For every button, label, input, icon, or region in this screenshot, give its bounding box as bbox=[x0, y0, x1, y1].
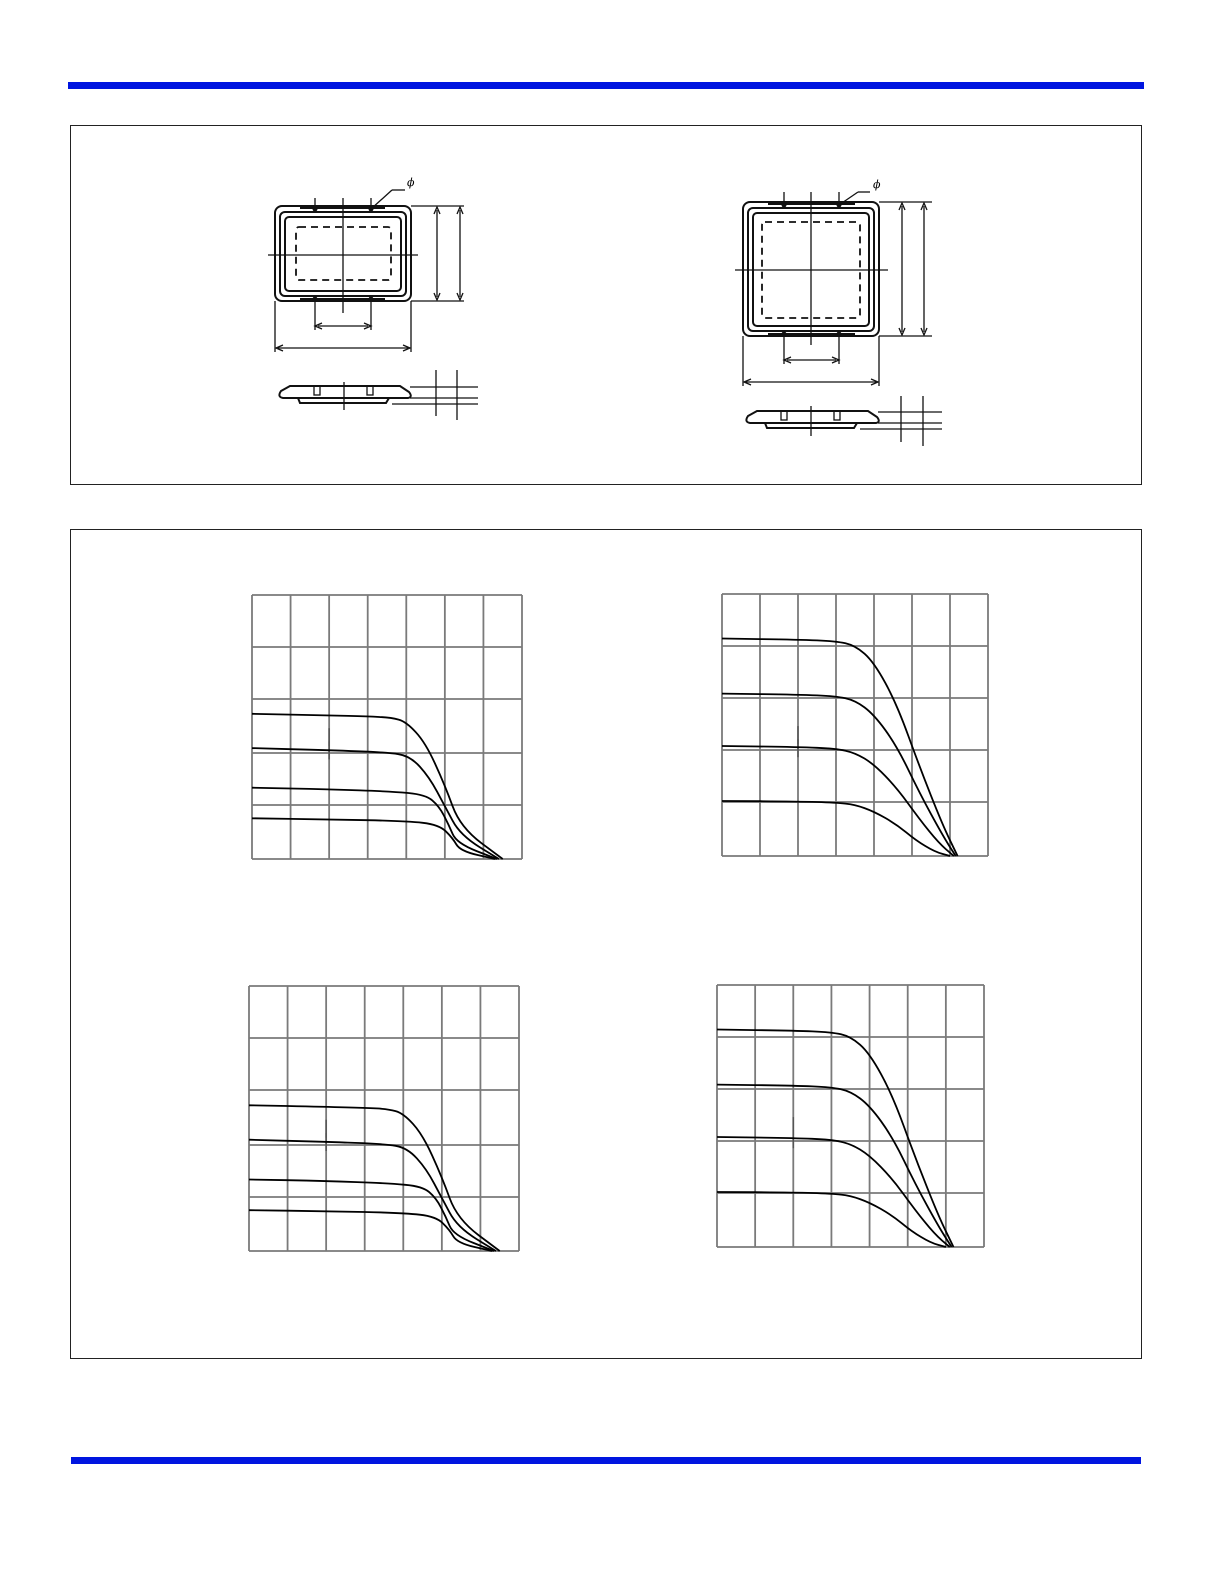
characteristic-chart-4 bbox=[717, 985, 984, 1247]
left-pin bbox=[313, 207, 318, 212]
right-diameter-symbol: ϕ bbox=[873, 178, 881, 191]
characteristic-chart-2 bbox=[722, 594, 988, 856]
right-side-pin bbox=[834, 411, 840, 420]
series-line-2 bbox=[252, 748, 499, 859]
right-pin bbox=[837, 332, 842, 337]
series-line-4 bbox=[252, 818, 495, 859]
left-dimension-drawing bbox=[268, 176, 478, 420]
left-side-pin bbox=[367, 386, 373, 395]
right-pin bbox=[782, 203, 787, 208]
series-line-2 bbox=[249, 1140, 496, 1251]
left-diameter-symbol: ϕ bbox=[407, 176, 415, 189]
left-side-pin bbox=[314, 386, 320, 395]
characteristic-chart-1 bbox=[252, 595, 522, 859]
right-side-pin bbox=[781, 411, 787, 420]
left-pin bbox=[313, 297, 318, 302]
right-pin bbox=[782, 332, 787, 337]
series-line-2 bbox=[717, 1085, 952, 1247]
right-dimension-drawing bbox=[735, 178, 942, 446]
series-line-2 bbox=[722, 694, 956, 856]
right-side-body bbox=[746, 411, 878, 423]
characteristic-chart-3 bbox=[249, 986, 519, 1251]
series-line-4 bbox=[249, 1210, 492, 1251]
left-side-body bbox=[279, 386, 410, 398]
left-pin bbox=[369, 297, 374, 302]
